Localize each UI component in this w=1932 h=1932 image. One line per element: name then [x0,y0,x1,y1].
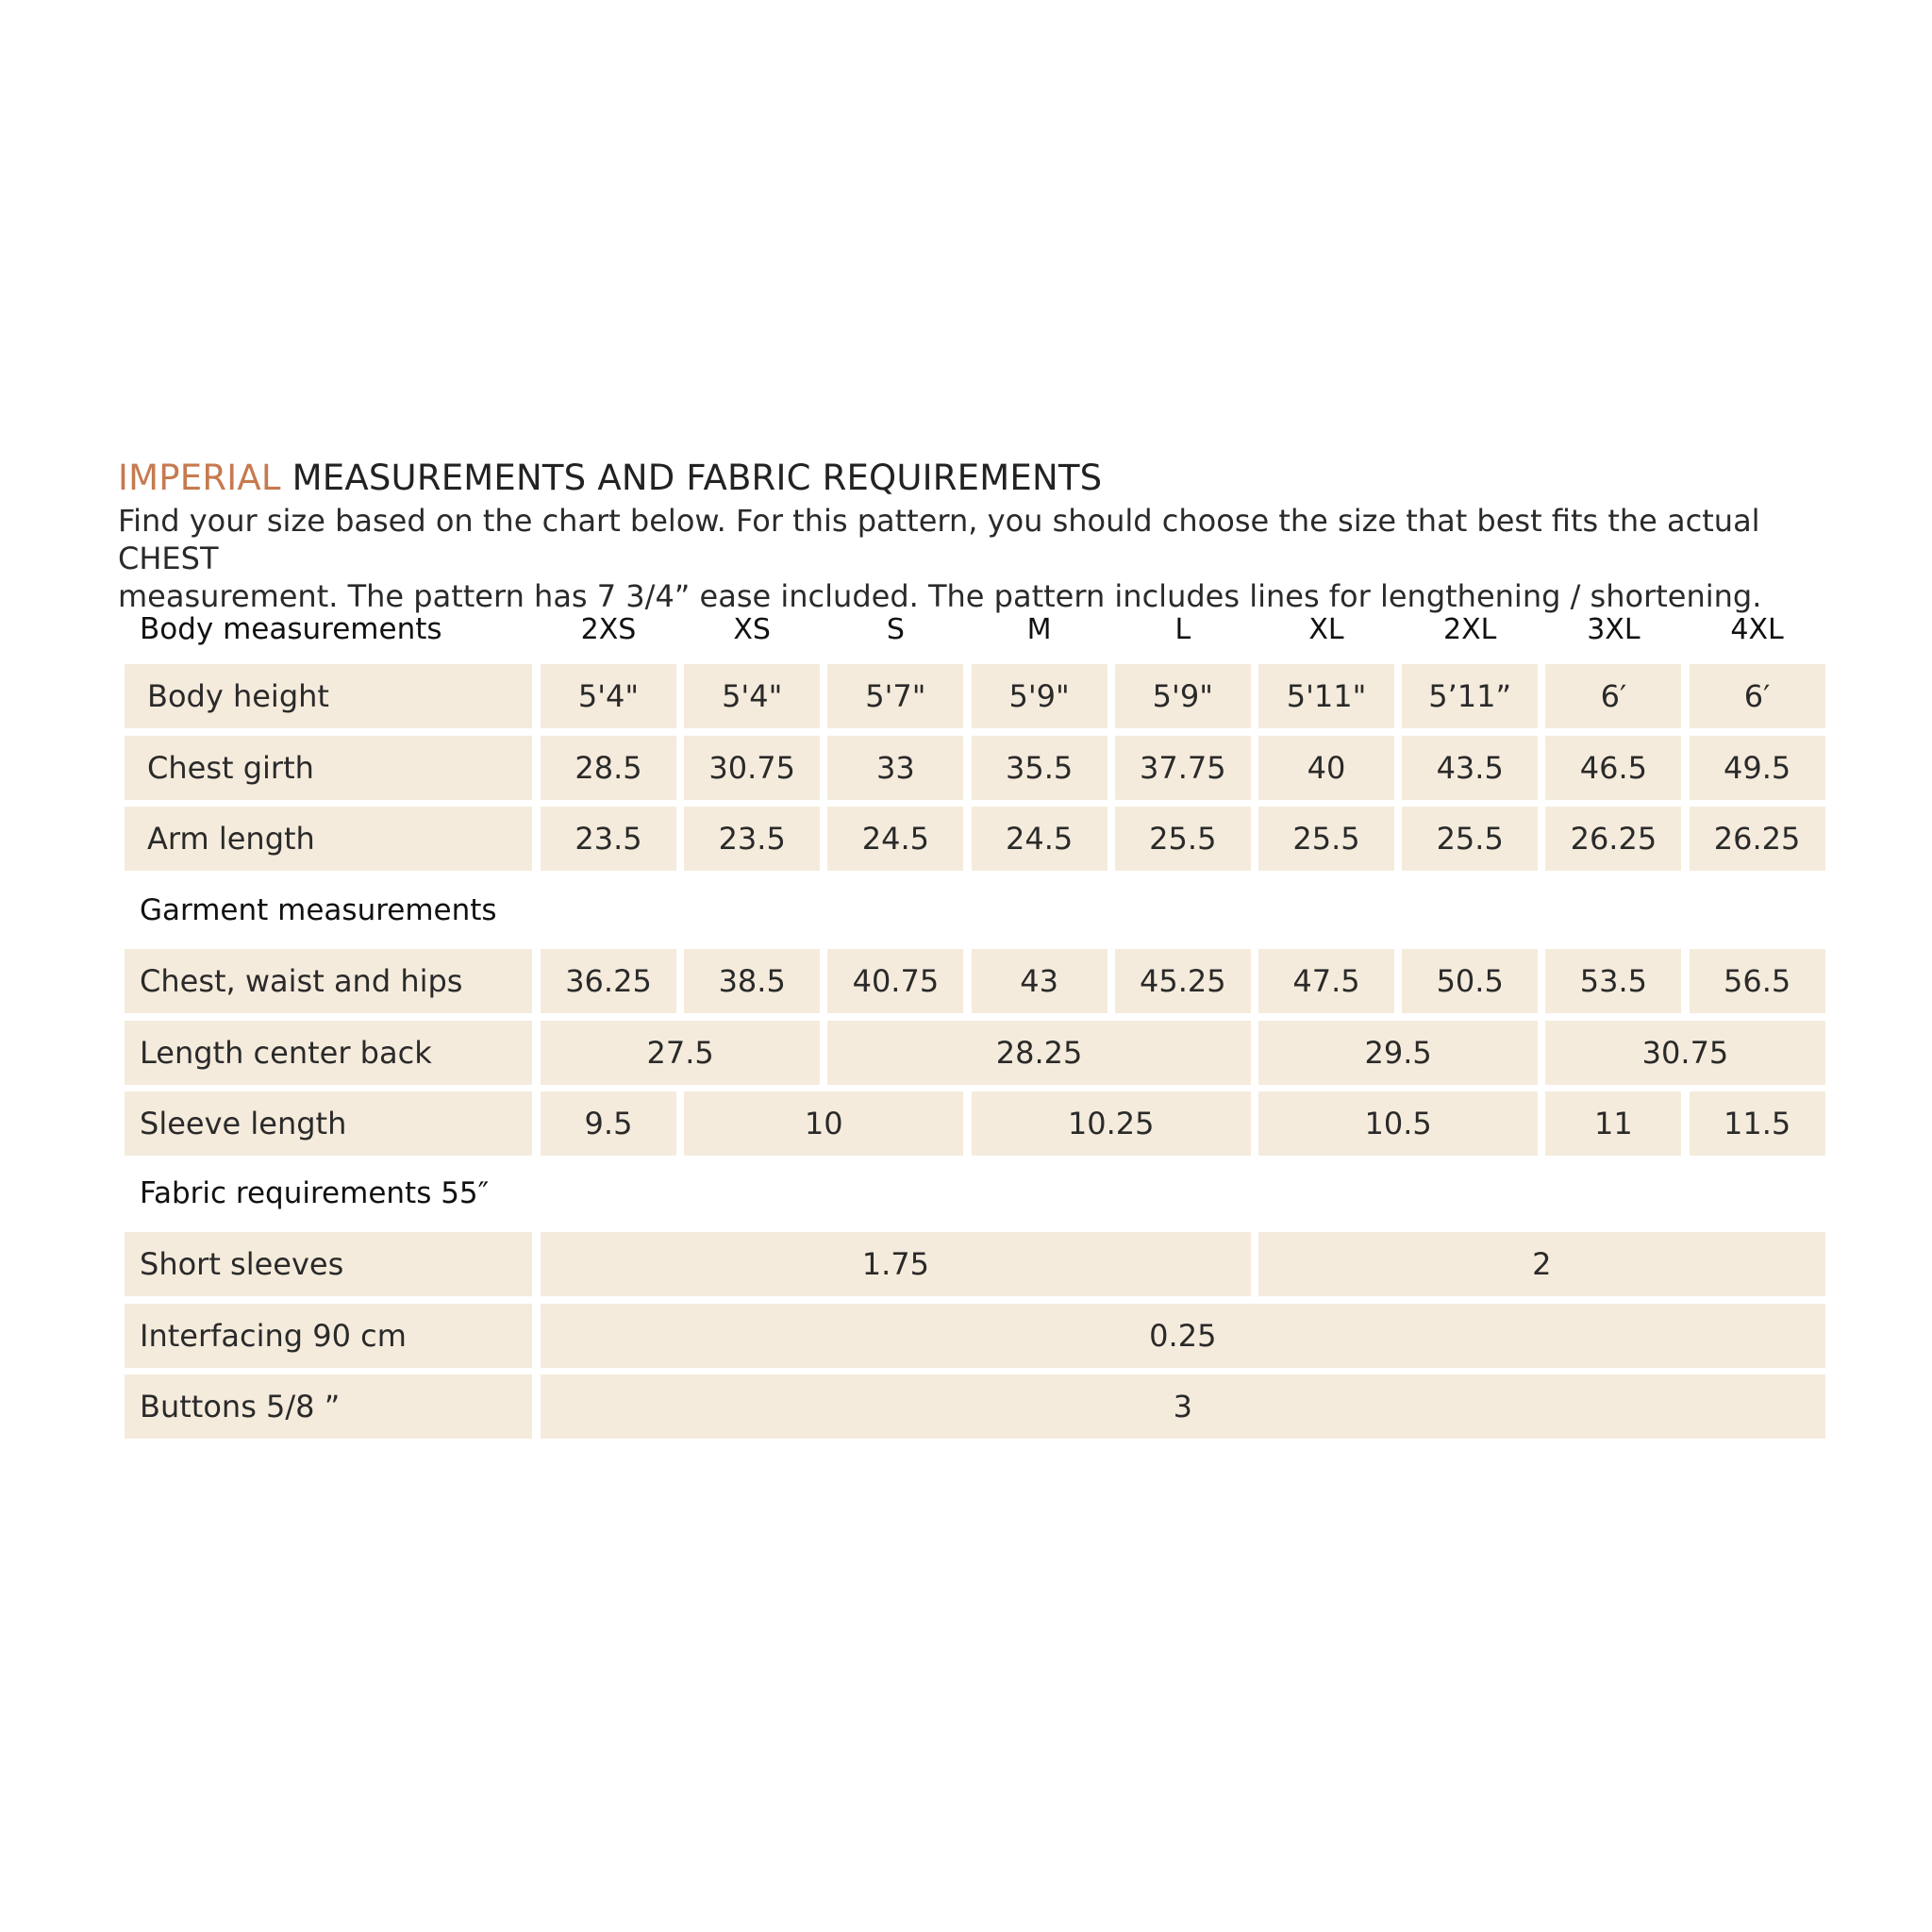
size-header-xs: XS [733,612,771,646]
table-cell: 29.5 [1258,1021,1538,1085]
table-cell: 43 [972,949,1108,1013]
table-cell: 46.5 [1545,736,1681,800]
intro-line-2: measurement. The pattern has 7 3/4” ease included. The pattern includes lines for lengthening / shortening. [118,578,1762,614]
table-cell: 43.5 [1402,736,1538,800]
table-cell: 47.5 [1258,949,1394,1013]
size-header-l: L [1174,612,1191,646]
table-cell: 24.5 [972,807,1108,871]
table-cell: 25.5 [1402,807,1538,871]
table-cell: 26.25 [1545,807,1681,871]
title-rest: MEASUREMENTS AND FABRIC REQUIREMENTS [291,458,1103,498]
size-header-3xl: 3XL [1587,612,1641,646]
table-cell: 23.5 [541,807,676,871]
table-cell: 28.5 [541,736,676,800]
table-cell: 28.25 [827,1021,1250,1085]
table-cell: 30.75 [1545,1021,1824,1085]
row-label: Body height [125,664,532,728]
table-cell: 36.25 [541,949,676,1013]
table-cell: 10.5 [1258,1091,1538,1156]
table-cell: 10.25 [972,1091,1251,1156]
intro-line-1: Find your size based on the chart below. For this pattern, you should choose the size that best fits the actual CHEST [118,503,1760,576]
table-cell: 1.75 [541,1232,1251,1296]
row-label: Chest, waist and hips [125,949,532,1013]
document [118,455,1816,615]
table-cell: 27.5 [541,1021,820,1085]
table-cell: 23.5 [684,807,820,871]
table-cell: 9.5 [541,1091,676,1156]
section-label-fabric: Fabric requirements 55″ [140,1176,490,1210]
size-header-2xl: 2XL [1443,612,1497,646]
table-cell: 33 [827,736,963,800]
table-cell: 5'9" [1115,664,1251,728]
table-cell: 49.5 [1690,736,1825,800]
size-header-m: M [1026,612,1052,646]
row-label: Short sleeves [125,1232,532,1296]
table-cell: 5'11" [1258,664,1394,728]
table-cell: 6′ [1545,664,1681,728]
table-cell: 5'4" [541,664,676,728]
row-label: Interfacing 90 cm [125,1304,532,1368]
row-label: Length center back [125,1021,532,1085]
size-header-2xs: 2XS [580,612,637,646]
table-cell: 35.5 [972,736,1108,800]
table-cell: 5'9" [972,664,1108,728]
table-cell: 50.5 [1402,949,1538,1013]
table-cell: 5'7" [827,664,963,728]
table-cell: 10 [684,1091,963,1156]
size-header-s: S [886,612,905,646]
size-header-4xl: 4XL [1730,612,1784,646]
row-label: Sleeve length [125,1091,532,1156]
table-cell: 25.5 [1258,807,1394,871]
table-cell: 11 [1545,1091,1681,1156]
size-header-xl: XL [1308,612,1344,646]
table-cell: 5'4" [684,664,820,728]
table-cell: 26.25 [1690,807,1825,871]
table-cell: 30.75 [684,736,820,800]
row-label: Chest girth [125,736,532,800]
table-cell: 25.5 [1115,807,1251,871]
section-label-garment: Garment measurements [140,893,497,927]
row-label: Buttons 5/8 ” [125,1374,532,1439]
table-cell: 5’11” [1402,664,1538,728]
table-cell: 2 [1258,1232,1825,1296]
table-cell: 56.5 [1690,949,1825,1013]
table-cell: 11.5 [1690,1091,1825,1156]
table-cell: 6′ [1690,664,1825,728]
table-cell: 0.25 [541,1304,1825,1368]
table-cell: 40.75 [827,949,963,1013]
title-accent: IMPERIAL [118,458,281,498]
intro-text [118,502,1816,615]
table-cell: 38.5 [684,949,820,1013]
page-title [118,455,1816,502]
row-label: Arm length [125,807,532,871]
table-cell: 37.75 [1115,736,1251,800]
section-label-body: Body measurements [140,612,442,646]
table-cell: 40 [1258,736,1394,800]
table-cell: 3 [541,1374,1825,1439]
table-cell: 53.5 [1545,949,1681,1013]
table-cell: 24.5 [827,807,963,871]
table-cell: 45.25 [1115,949,1251,1013]
